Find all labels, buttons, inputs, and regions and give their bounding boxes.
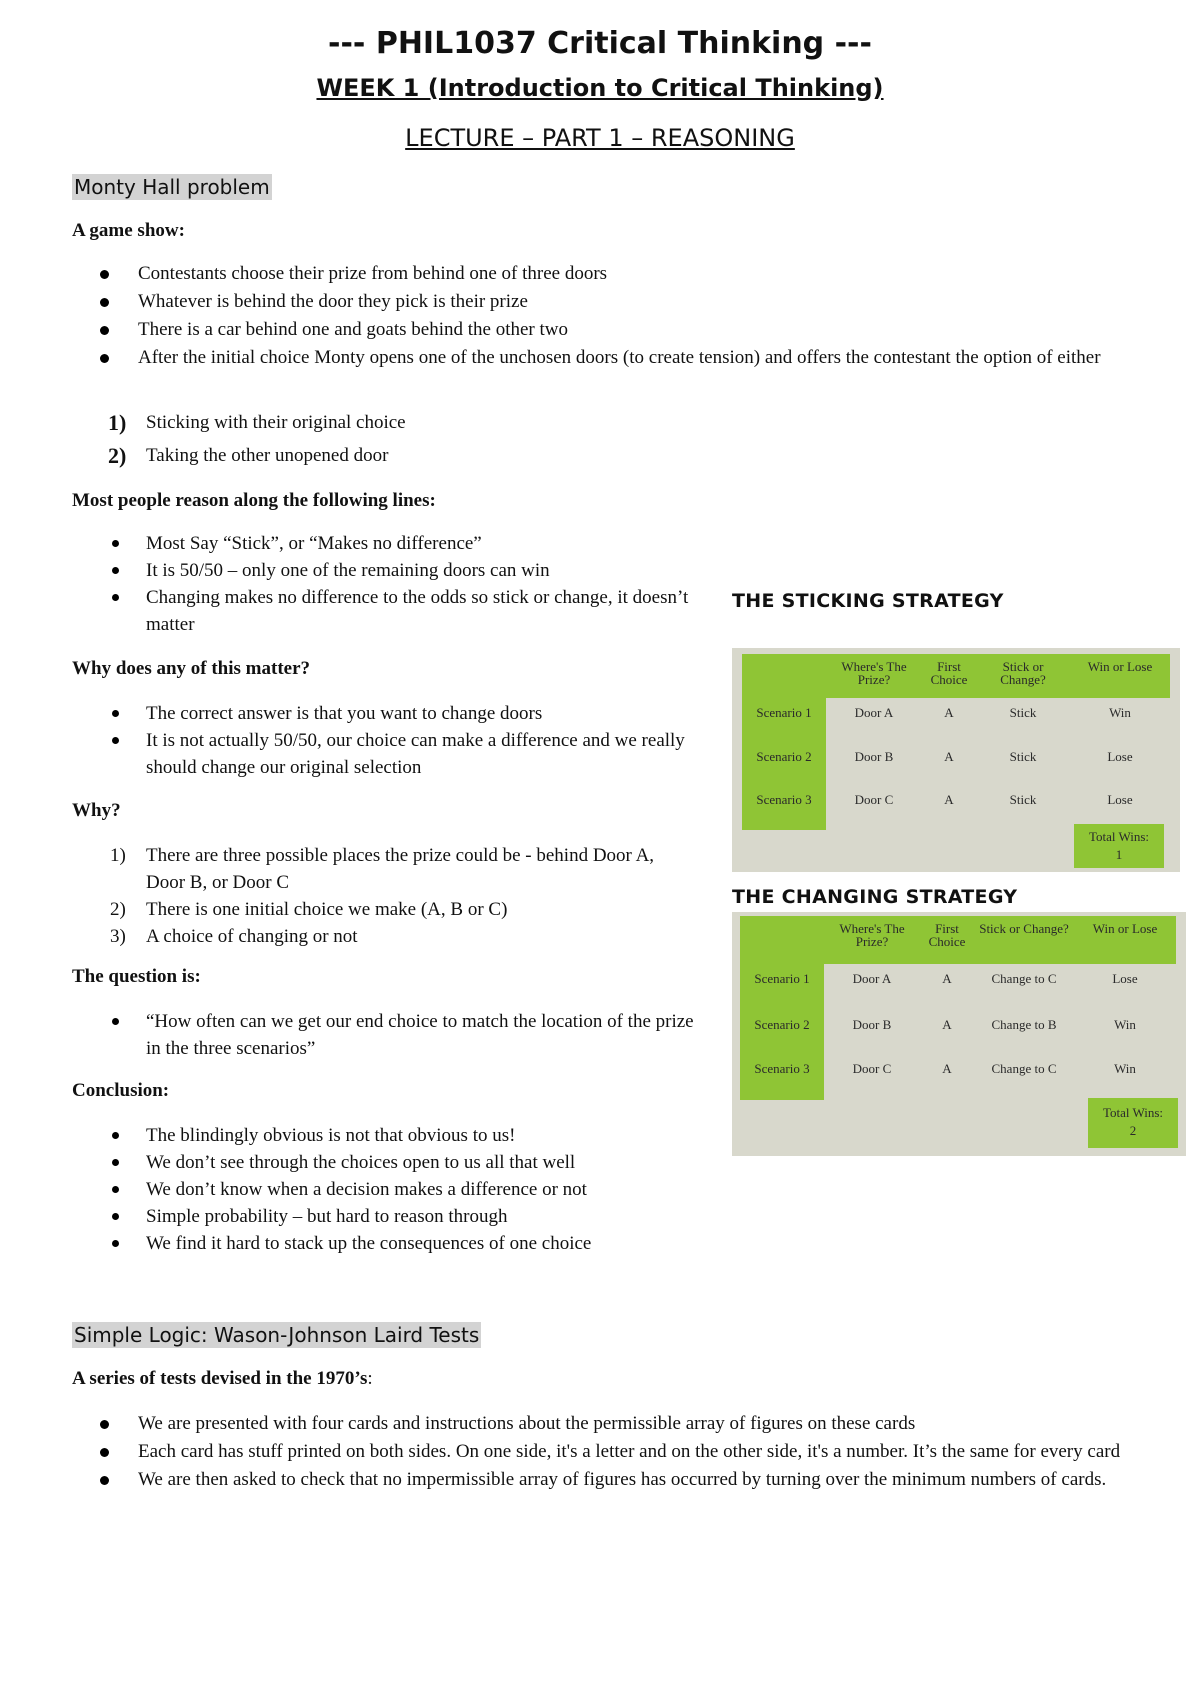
table-cell: A — [942, 1017, 952, 1032]
heading-question: The question is: — [72, 966, 201, 987]
list-item: The correct answer is that you want to change doors — [72, 700, 712, 727]
list-item: Simple probability – but hard to reason through — [72, 1203, 712, 1230]
week-title — [0, 74, 1200, 102]
list-text: There are three possible places the prize could be - behind Door A, Door B, or Door C — [146, 845, 655, 893]
list-item: We don’t see through the choices open to us all that well — [72, 1149, 712, 1176]
why-list — [72, 842, 692, 950]
table-cell: Door A — [852, 971, 892, 986]
game-show-list — [72, 260, 1152, 372]
total-wins-value: 1 — [1115, 847, 1123, 862]
list-text: Taking the other unopened door — [146, 445, 389, 466]
section-title-monty-hall: Monty Hall problem — [74, 175, 270, 199]
heading-game-show: A game show: — [72, 220, 185, 241]
matter-list — [72, 700, 712, 781]
list-item: Contestants choose their prize from behind one of three doors — [72, 260, 1152, 288]
list-number: 1) — [110, 845, 126, 866]
list-item — [72, 923, 692, 950]
list-item: We find it hard to stack up the consequences of one choice — [72, 1230, 712, 1257]
table-cell: Lose — [1107, 792, 1133, 807]
scenario-label: Scenario 1 — [754, 971, 810, 986]
list-item: Each card has stuff printed on both sides. On one side, it's a letter and on the other side, it's a number. It’s the same for every card — [72, 1438, 1142, 1466]
table-cell: Change to B — [991, 1017, 1057, 1032]
list-item — [72, 406, 972, 439]
list-item: After the initial choice Monty opens one of the unchosen doors (to create tension) and offers the contestant the option of either — [72, 344, 1152, 372]
table-cell: Lose — [1112, 971, 1138, 986]
document-title: --- PHIL1037 Critical Thinking --- — [328, 26, 872, 61]
table-cell: A — [944, 749, 954, 764]
scenario-label: Scenario 2 — [754, 1017, 810, 1032]
heading-series-text: A series of tests devised in the 1970’s — [72, 1368, 368, 1389]
table-cell: Door B — [852, 1017, 892, 1032]
list-item: We don’t know when a decision makes a difference or not — [72, 1176, 712, 1203]
table-cell: Door A — [854, 705, 894, 720]
wason-list — [72, 1410, 1142, 1494]
list-item: Whatever is behind the door they pick is their prize — [72, 288, 1152, 316]
list-number: 1) — [108, 410, 127, 435]
col-header: First Choice — [928, 921, 966, 949]
list-item: “How often can we get our end choice to match the location of the prize in the three scenarios” — [72, 1008, 712, 1062]
table-cell: Win — [1109, 705, 1131, 720]
table-cell: A — [942, 971, 952, 986]
reason-list — [72, 530, 712, 638]
table-cell: Stick — [1009, 749, 1037, 764]
scenario-label: Scenario 1 — [756, 705, 812, 720]
total-wins-label: Total Wins: — [1088, 829, 1150, 844]
table-cell: Stick — [1009, 705, 1037, 720]
heading-series-tail: : — [367, 1368, 373, 1389]
sticking-strategy-table — [732, 648, 1180, 872]
list-item: We are presented with four cards and instructions about the permissible array of figures on these cards — [72, 1410, 1142, 1438]
list-item: It is not actually 50/50, our choice can make a difference and we really should change our original selection — [72, 727, 712, 781]
section-title-wason: Simple Logic: Wason-Johnson Laird Tests — [74, 1323, 480, 1347]
list-text: A choice of changing or not — [146, 926, 358, 947]
list-number: 3) — [110, 926, 126, 947]
changing-strategy-label: THE CHANGING STRATEGY — [732, 886, 1018, 908]
scenario-label: Scenario 3 — [756, 792, 812, 807]
list-text: Sticking with their original choice — [146, 412, 406, 433]
heading-most-people: Most people reason along the following lines: — [72, 490, 436, 511]
table-cell: Change to C — [991, 1061, 1057, 1076]
total-wins-label: Total Wins: — [1102, 1105, 1164, 1120]
list-item: The blindingly obvious is not that obvious to us! — [72, 1122, 712, 1149]
scenario-label: Scenario 2 — [756, 749, 812, 764]
week-title-text: WEEK 1 (Introduction to Critical Thinking) — [316, 74, 884, 102]
col-header: First Choice — [930, 659, 968, 687]
question-list — [72, 1008, 712, 1062]
heading-conclusion: Conclusion: — [72, 1080, 170, 1101]
col-header: Win or Lose — [1087, 659, 1153, 674]
list-number: 2) — [108, 443, 127, 468]
table-cell: Win — [1114, 1061, 1136, 1076]
table-cell: Door B — [854, 749, 894, 764]
list-item — [72, 842, 692, 896]
heading-why: Why? — [72, 800, 121, 821]
list-item: There is a car behind one and goats behind the other two — [72, 316, 1152, 344]
sticking-strategy-label: THE STICKING STRATEGY — [732, 590, 1004, 612]
table-cell: Win — [1114, 1017, 1136, 1032]
table-cell: Door C — [852, 1061, 892, 1076]
list-item: Most Say “Stick”, or “Makes no difference” — [72, 530, 712, 557]
scenario-label: Scenario 3 — [754, 1061, 810, 1076]
list-item — [72, 439, 972, 472]
list-item: It is 50/50 – only one of the remaining doors can win — [72, 557, 712, 584]
heading-series-of-tests — [72, 1368, 373, 1390]
col-header: Stick or Change? — [1000, 659, 1046, 687]
table-cell: A — [944, 792, 954, 807]
conclusion-list — [72, 1122, 712, 1257]
list-item — [72, 896, 692, 923]
table-cell: Lose — [1107, 749, 1133, 764]
table-cell: A — [942, 1061, 952, 1076]
table-cell: Door C — [854, 792, 894, 807]
list-item: We are then asked to check that no impermissible array of figures has occurred by turning over the minimum numbers of cards. — [72, 1466, 1142, 1494]
col-header: Stick or Change? — [979, 921, 1069, 936]
table-cell: Change to C — [991, 971, 1057, 986]
table-cell: A — [944, 705, 954, 720]
list-number: 2) — [110, 899, 126, 920]
lecture-title: LECTURE – PART 1 – REASONING — [405, 124, 795, 152]
col-header: Where's The Prize? — [841, 659, 907, 687]
list-text: There is one initial choice we make (A, B or C) — [146, 899, 508, 920]
heading-why-matter: Why does any of this matter? — [72, 658, 311, 679]
col-header: Where's The Prize? — [839, 921, 905, 949]
changing-strategy-table — [732, 912, 1186, 1156]
list-item: Changing makes no difference to the odds so stick or change, it doesn’t matter — [72, 584, 712, 638]
table-cell: Stick — [1009, 792, 1037, 807]
options-list — [72, 406, 972, 472]
total-wins-value: 2 — [1129, 1123, 1137, 1138]
col-header: Win or Lose — [1092, 921, 1158, 936]
